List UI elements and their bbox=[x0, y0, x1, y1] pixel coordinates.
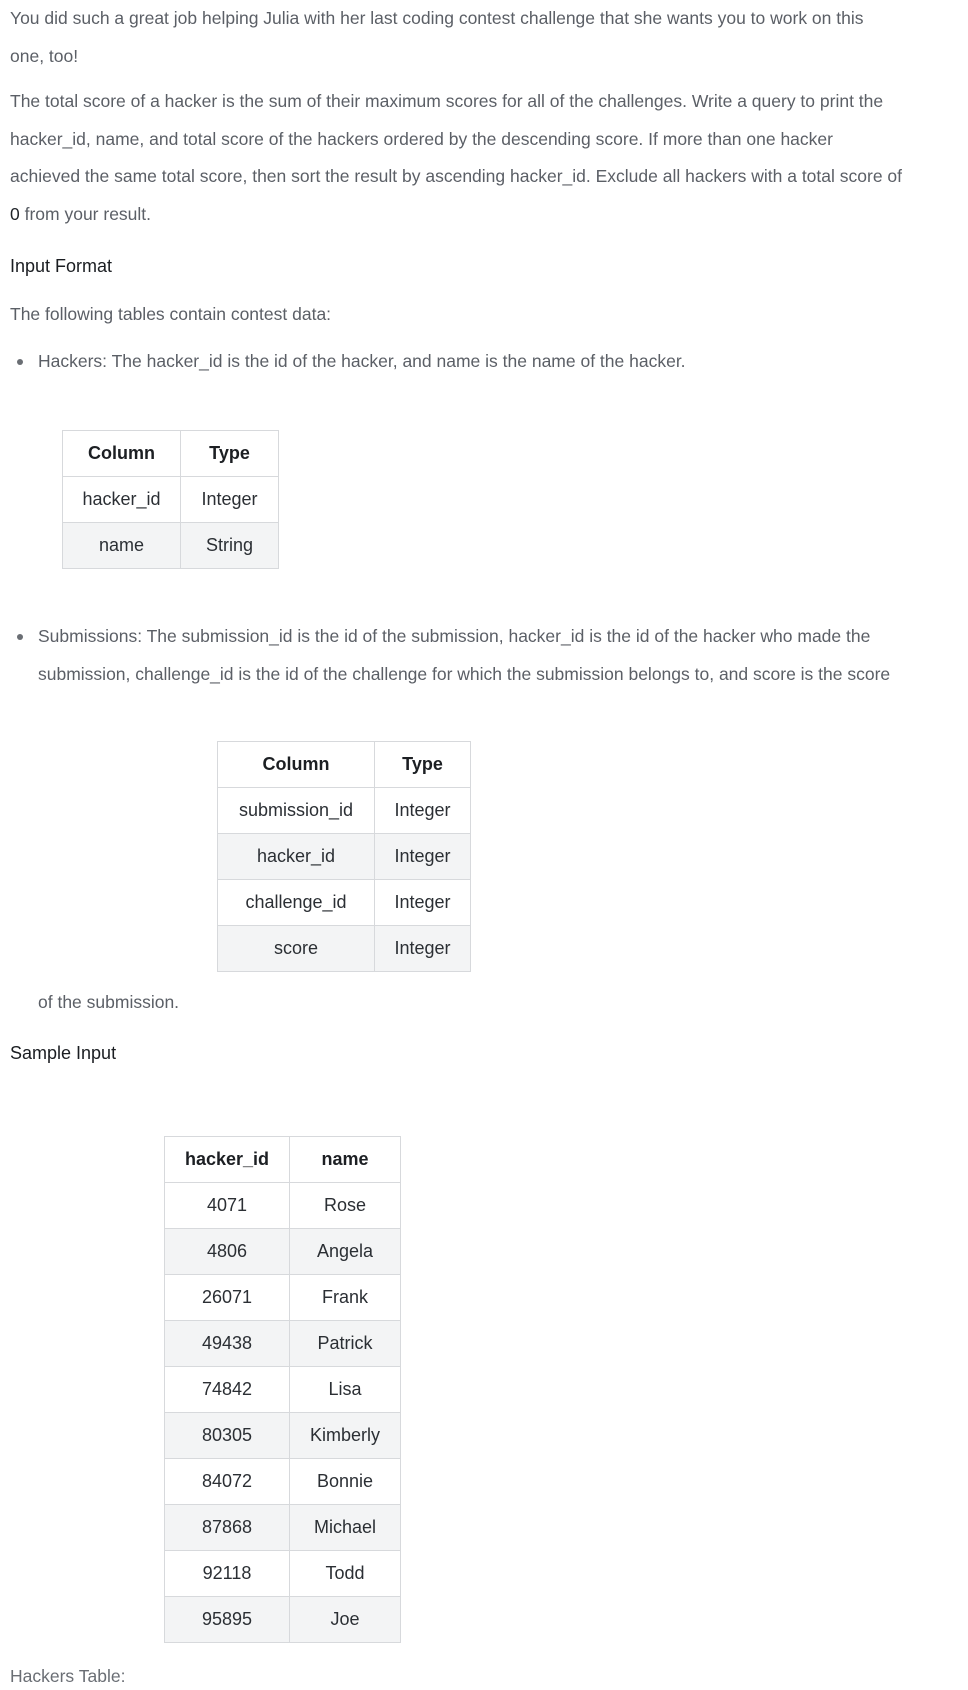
table-cell: hacker_id bbox=[63, 477, 181, 523]
table-cell: Integer bbox=[375, 926, 471, 972]
table-cell: Frank bbox=[290, 1275, 401, 1321]
table-cell: 80305 bbox=[165, 1413, 290, 1459]
table-row bbox=[165, 1459, 401, 1505]
table-cell: score bbox=[218, 926, 375, 972]
table-cell: Todd bbox=[290, 1551, 401, 1597]
table-cell: 49438 bbox=[165, 1321, 290, 1367]
table-cell: Integer bbox=[375, 834, 471, 880]
table-cell: Rose bbox=[290, 1183, 401, 1229]
table-row bbox=[218, 834, 471, 880]
table-cell: 92118 bbox=[165, 1551, 290, 1597]
table-row bbox=[165, 1275, 401, 1321]
submissions-schema-table bbox=[217, 741, 471, 972]
input-format-intro: The following tables contain contest data: bbox=[10, 304, 332, 324]
table-cell: Lisa bbox=[290, 1367, 401, 1413]
table-row bbox=[218, 788, 471, 834]
table-row bbox=[165, 1413, 401, 1459]
table-cell: 87868 bbox=[165, 1505, 290, 1551]
table-row bbox=[218, 926, 471, 972]
sample-input-heading: Sample Input bbox=[10, 1043, 117, 1063]
submissions-tail-text: of the submission. bbox=[38, 992, 180, 1012]
intro-paragraph bbox=[10, 0, 955, 75]
table-cell: String bbox=[181, 523, 279, 569]
table-row bbox=[63, 477, 279, 523]
submissions-bullet bbox=[10, 617, 960, 693]
table-cell: Angela bbox=[290, 1229, 401, 1275]
table-header-row bbox=[63, 431, 279, 477]
table-cell: Bonnie bbox=[290, 1459, 401, 1505]
table-row bbox=[63, 523, 279, 569]
table-header-row bbox=[165, 1137, 401, 1183]
hackers-bullet bbox=[10, 342, 960, 380]
table-cell: 84072 bbox=[165, 1459, 290, 1505]
table-cell: 74842 bbox=[165, 1367, 290, 1413]
table-cell: name bbox=[63, 523, 181, 569]
bullet-icon bbox=[17, 359, 23, 365]
table-row bbox=[165, 1505, 401, 1551]
problem-line-2: hacker_id, name, and total score of the hackers ordered by the descending score. If more than one hacker bbox=[10, 128, 833, 149]
table-cell: Michael bbox=[290, 1505, 401, 1551]
table-row bbox=[165, 1597, 401, 1643]
table-row bbox=[165, 1183, 401, 1229]
table-cell: Integer bbox=[375, 880, 471, 926]
table-row bbox=[165, 1321, 401, 1367]
hackers-table-caption: Hackers Table: bbox=[10, 1666, 126, 1686]
table-row bbox=[165, 1551, 401, 1597]
table-cell: 4806 bbox=[165, 1229, 290, 1275]
input-format-heading: Input Format bbox=[10, 256, 113, 276]
table-cell: 4071 bbox=[165, 1183, 290, 1229]
table-header: Type bbox=[181, 431, 279, 477]
hackers-bullet-text: Hackers: The hacker_id is the id of the hacker, and name is the name of the hacker. bbox=[38, 351, 686, 371]
table-header-row bbox=[218, 742, 471, 788]
bullet-icon bbox=[17, 634, 23, 640]
table-cell: Integer bbox=[375, 788, 471, 834]
intro-line-2: one, too! bbox=[10, 45, 79, 66]
hackers-sample-table bbox=[164, 1136, 401, 1643]
table-header: hacker_id bbox=[165, 1137, 290, 1183]
problem-paragraph bbox=[10, 83, 955, 233]
table-cell: Patrick bbox=[290, 1321, 401, 1367]
table-cell: hacker_id bbox=[218, 834, 375, 880]
table-header: name bbox=[290, 1137, 401, 1183]
table-cell: Integer bbox=[181, 477, 279, 523]
zero-value: 0 bbox=[10, 203, 20, 224]
table-row bbox=[165, 1367, 401, 1413]
intro-line-1: You did such a great job helping Julia with her last coding contest challenge that she wants you to work on this bbox=[10, 8, 864, 28]
submissions-bullet-line-1: Submissions: The submission_id is the id of the submission, hacker_id is the id of the hacker who made the bbox=[38, 626, 871, 646]
table-header: Column bbox=[218, 742, 375, 788]
table-row bbox=[218, 880, 471, 926]
hackers-schema-table bbox=[62, 430, 279, 569]
table-cell: 95895 bbox=[165, 1597, 290, 1643]
problem-line-3: achieved the same total score, then sort the result by ascending hacker_id. Exclude all hackers with a total score of bbox=[10, 166, 903, 186]
submissions-bullet-line-2: submission, challenge_id is the id of the challenge for which the submission belongs to, and score is the score bbox=[38, 664, 891, 684]
table-row bbox=[165, 1229, 401, 1275]
table-header: Column bbox=[63, 431, 181, 477]
table-header: Type bbox=[375, 742, 471, 788]
table-cell: challenge_id bbox=[218, 880, 375, 926]
problem-line-1: The total score of a hacker is the sum of their maximum scores for all of the challenges. Write a query to print the bbox=[10, 91, 884, 111]
table-cell: Kimberly bbox=[290, 1413, 401, 1459]
submissions-bullet-text bbox=[38, 617, 960, 693]
table-cell: Joe bbox=[290, 1597, 401, 1643]
table-cell: 26071 bbox=[165, 1275, 290, 1321]
problem-line-4: from your result. bbox=[19, 203, 152, 224]
table-cell: submission_id bbox=[218, 788, 375, 834]
